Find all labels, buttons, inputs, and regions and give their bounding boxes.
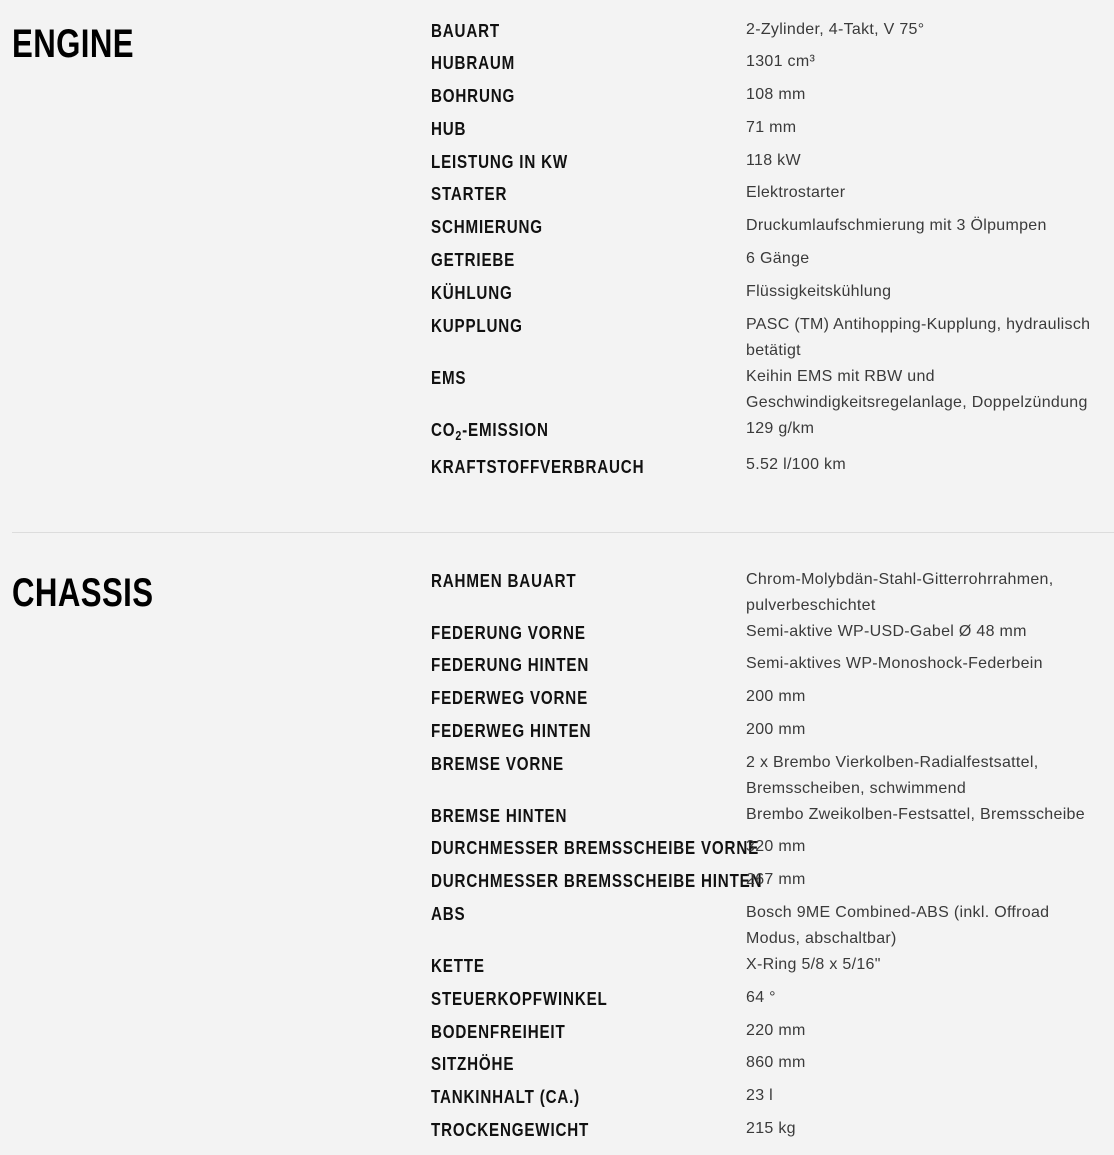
spec-label: FEDERWEG VORNE [431, 687, 589, 708]
spec-value: 5.52 l/100 km [746, 456, 846, 473]
section-divider [12, 532, 1114, 533]
spec-label: GETRIEBE [431, 249, 516, 270]
spec-value: X-Ring 5/8 x 5/16" [746, 956, 881, 973]
spec-label: FEDERWEG HINTEN [431, 720, 592, 741]
spec-label: DURCHMESSER BREMSSCHEIBE VORNE [431, 837, 760, 858]
spec-label [431, 419, 549, 441]
spec-label: HUB [431, 118, 467, 139]
spec-value: 108 mm [746, 86, 806, 103]
co2-label-suffix: -EMISSION [462, 419, 549, 440]
spec-value: Elektrostarter [746, 184, 846, 201]
spec-label: HUBRAUM [431, 52, 516, 73]
spec-label: FEDERUNG HINTEN [431, 654, 590, 675]
spec-value: PASC (TM) Antihopping-Kupplung, hydraulisch betätigt [746, 316, 1091, 359]
spec-value: 2 x Brembo Vierkolben-Radialfestsattel, Bremsscheiben, schwimmend [746, 754, 1039, 797]
spec-value: Flüssigkeitskühlung [746, 283, 892, 300]
spec-label: BREMSE HINTEN [431, 805, 568, 826]
spec-value: 129 g/km [746, 420, 815, 437]
spec-value: Semi-aktive WP-USD-Gabel Ø 48 mm [746, 623, 1027, 640]
spec-label: KUPPLUNG [431, 315, 523, 336]
spec-label: RAHMEN BAUART [431, 570, 577, 591]
spec-label: ABS [431, 903, 466, 924]
spec-label: SCHMIERUNG [431, 216, 543, 237]
spec-value: 23 l [746, 1087, 773, 1104]
spec-label: KRAFTSTOFFVERBRAUCH [431, 456, 645, 477]
spec-value: Keihin EMS mit RBW und Geschwindigkeitsregelanlage, Doppelzündung [746, 368, 1088, 411]
spec-label: TROCKENGEWICHT [431, 1119, 590, 1140]
spec-label: LEISTUNG IN KW [431, 151, 569, 172]
spec-value: Chrom-Molybdän-Stahl-Gitterrohrrahmen, pulverbeschichtet [746, 571, 1054, 614]
spec-value: Semi-aktives WP-Monoshock-Federbein [746, 655, 1043, 672]
spec-value: 267 mm [746, 871, 806, 888]
spec-label: BOHRUNG [431, 85, 516, 106]
spec-value: 71 mm [746, 119, 797, 136]
spec-value: 860 mm [746, 1054, 806, 1071]
spec-value: 6 Gänge [746, 250, 810, 267]
chassis-title: CHASSIS [12, 571, 154, 615]
engine-title: ENGINE [12, 22, 134, 66]
spec-value: Brembo Zweikolben-Festsattel, Bremsscheibe [746, 806, 1085, 823]
spec-label: BODENFREIHEIT [431, 1021, 566, 1042]
spec-label: BAUART [431, 20, 500, 41]
spec-value: 2-Zylinder, 4-Takt, V 75° [746, 21, 925, 38]
spec-label: TANKINHALT (CA.) [431, 1086, 581, 1107]
co2-label-prefix: CO [431, 419, 456, 440]
spec-label: KÜHLUNG [431, 282, 513, 303]
spec-label: EMS [431, 367, 467, 388]
spec-value: Bosch 9ME Combined-ABS (inkl. Offroad Modus, abschaltbar) [746, 904, 1050, 947]
spec-label: DURCHMESSER BREMSSCHEIBE HINTEN [431, 870, 763, 891]
spec-value: 1301 cm³ [746, 53, 816, 70]
spec-label: KETTE [431, 955, 485, 976]
spec-label: STARTER [431, 183, 508, 204]
spec-label: SITZHÖHE [431, 1053, 515, 1074]
spec-label: BREMSE VORNE [431, 753, 564, 774]
spec-value: 320 mm [746, 838, 806, 855]
spec-value: 200 mm [746, 721, 806, 738]
spec-value: 200 mm [746, 688, 806, 705]
co2-label-subscript: 2 [455, 428, 463, 443]
spec-label: STEUERKOPFWINKEL [431, 988, 608, 1009]
spec-value: 215 kg [746, 1120, 796, 1137]
spec-value: Druckumlaufschmierung mit 3 Ölpumpen [746, 217, 1047, 234]
spec-label: FEDERUNG VORNE [431, 622, 586, 643]
spec-value: 118 kW [746, 152, 801, 169]
spec-value: 64 ° [746, 989, 776, 1006]
spec-value: 220 mm [746, 1022, 806, 1039]
